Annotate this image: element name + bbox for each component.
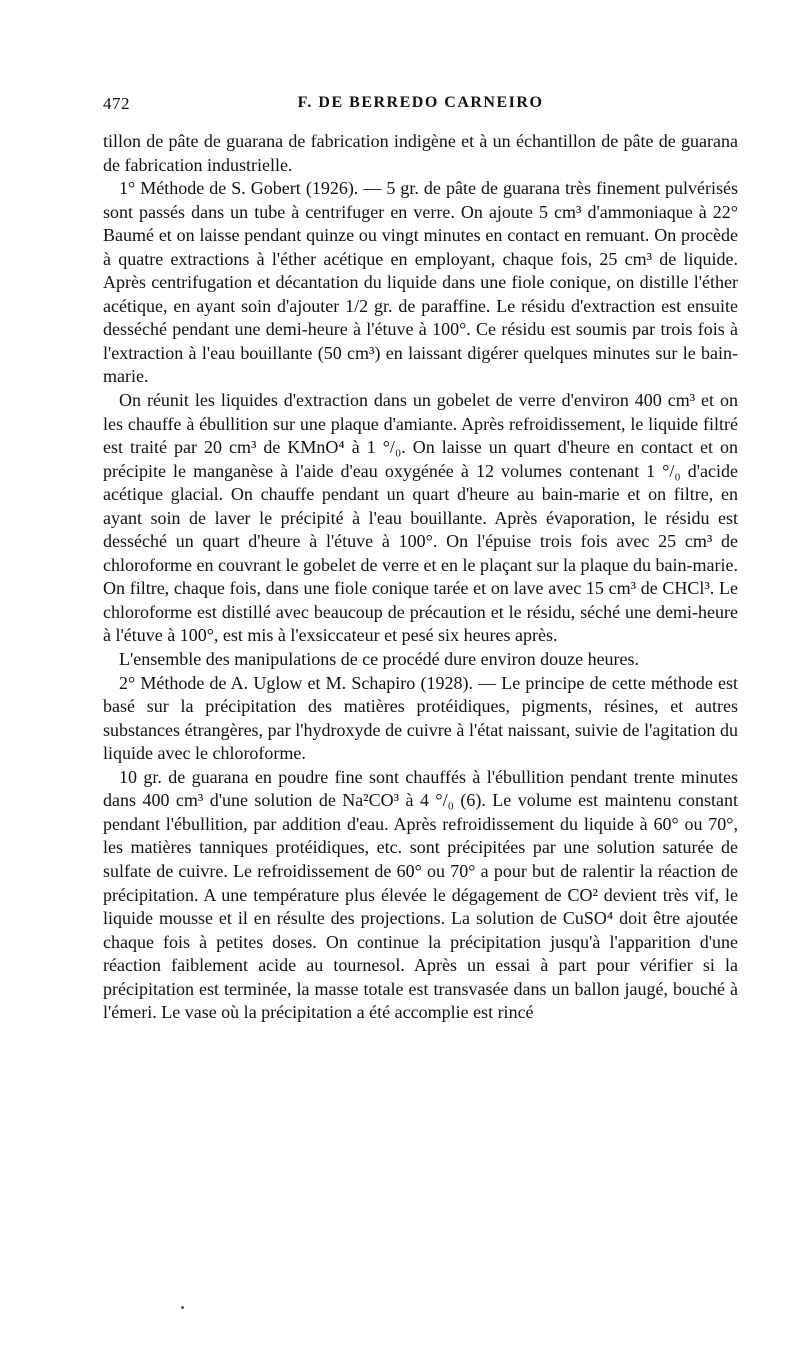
paragraph: 10 gr. de guarana en poudre fine sont chauffés à l'ébullition pendant trente minutes dans 400 cm³ d'une solution de Na²CO³ à 4 °/₀ (6). Le volume est maintenu constant pendant l'ébullition, par addition d'eau. Après refroidissement du liquide à 60° ou 70°, les matières tanniques protéidiques, etc. sont précipitées par une solution saturée de sulfate de cuivre. Le refroidissement de 60° ou 70° a pour but de ralentir la réaction de précipitation. A une température plus élevée le dégagement de CO² devient très vif, le liquide mousse et il en résulte des projections. La solution de CuSO⁴ doit être ajoutée chaque fois à petites doses. On continue la précipitation jusqu'à l'apparition d'une réaction faiblement acide au tournesol. Après un essai à part pour vérifier si la précipitation est terminée, la masse totale est transvasée dans un ballon jaugé, bouché à l'émeri. Le vase où la précipitation a été accomplie est rincé	[103, 766, 738, 1023]
paragraph-gobert-method: 1° Méthode de S. Gobert (1926). — 5 gr. de pâte de guarana très finement pulvérisés sont passés dans un tube à centrifuger en verre. On ajoute 5 cm³ d'ammoniaque à 22° Baumé et on laisse pendant quinze ou vingt minutes en contact en remuant. On procède à quatre extractions à l'éther acétique en employant, chaque fois, 25 cm³ de liquide. Après centrifugation et décantation du liquide dans une fiole conique, on distille l'éther acétique, en ayant soin d'ajouter 1/2 gr. de paraffine. Le résidu d'extraction est ensuite desséché pendant une demi-heure à l'étuve à 100°. Ce résidu est soumis par trois fois à l'extraction à l'eau bouillante (50 cm³) en laissant digérer quelques minutes sur le bain-marie.	[103, 178, 738, 387]
paragraph: On réunit les liquides d'extraction dans un gobelet de verre d'environ 400 cm³ et on les chauffe à ébullition sur une plaque d'amiante. Après refroidissement, le liquide filtré est traité par 20 cm³ de KMnO⁴ à 1 °/₀. On laisse un quart d'heure en contact et on précipite le manganèse à l'aide d'eau oxygénée à 12 volumes contenant 1 °/₀ d'acide acétique glacial. On chauffe pendant un quart d'heure au bain-marie et on filtre, en ayant soin de laver le précipité à l'eau bouillante. Après évaporation, le résidu est desséché un quart d'heure à l'étuve à 100°. On l'épuise trois fois avec 25 cm³ de chloroforme en couvrant le gobelet de verre et en le plaçant sur la plaque du bain-marie. On filtre, chaque fois, dans une fiole conique tarée et on lave avec 15 cm³ de CHCl³. Le chloroforme est distillé avec beaucoup de précaution et le résidu, séché une demi-heure à l'étuve à 100°, est mis à l'exsiccateur et pesé six heures après.	[103, 390, 738, 646]
body-text	[103, 130, 738, 1025]
page-header	[103, 94, 738, 118]
page-number: 472	[103, 94, 130, 113]
print-speck	[181, 1306, 184, 1309]
running-head: F. DE BERREDO CARNEIRO	[297, 94, 544, 111]
paragraph: L'ensemble des manipulations de ce procédé dure environ douze heures.	[119, 649, 640, 670]
paragraph-uglow-schapiro-method: 2° Méthode de A. Uglow et M. Schapiro (1928). — Le principe de cette méthode est basé sur la précipitation des matières protéidiques, pigments, résines, et autres substances étrangères, par l'hydroxyde de cuivre à l'état naissant, suivie de l'agitation du liquide avec le chloroforme.	[103, 672, 738, 764]
paragraph: tillon de pâte de guarana de fabrication indigène et à un échantillon de pâte de guarana de fabrication industrielle.	[103, 131, 738, 175]
